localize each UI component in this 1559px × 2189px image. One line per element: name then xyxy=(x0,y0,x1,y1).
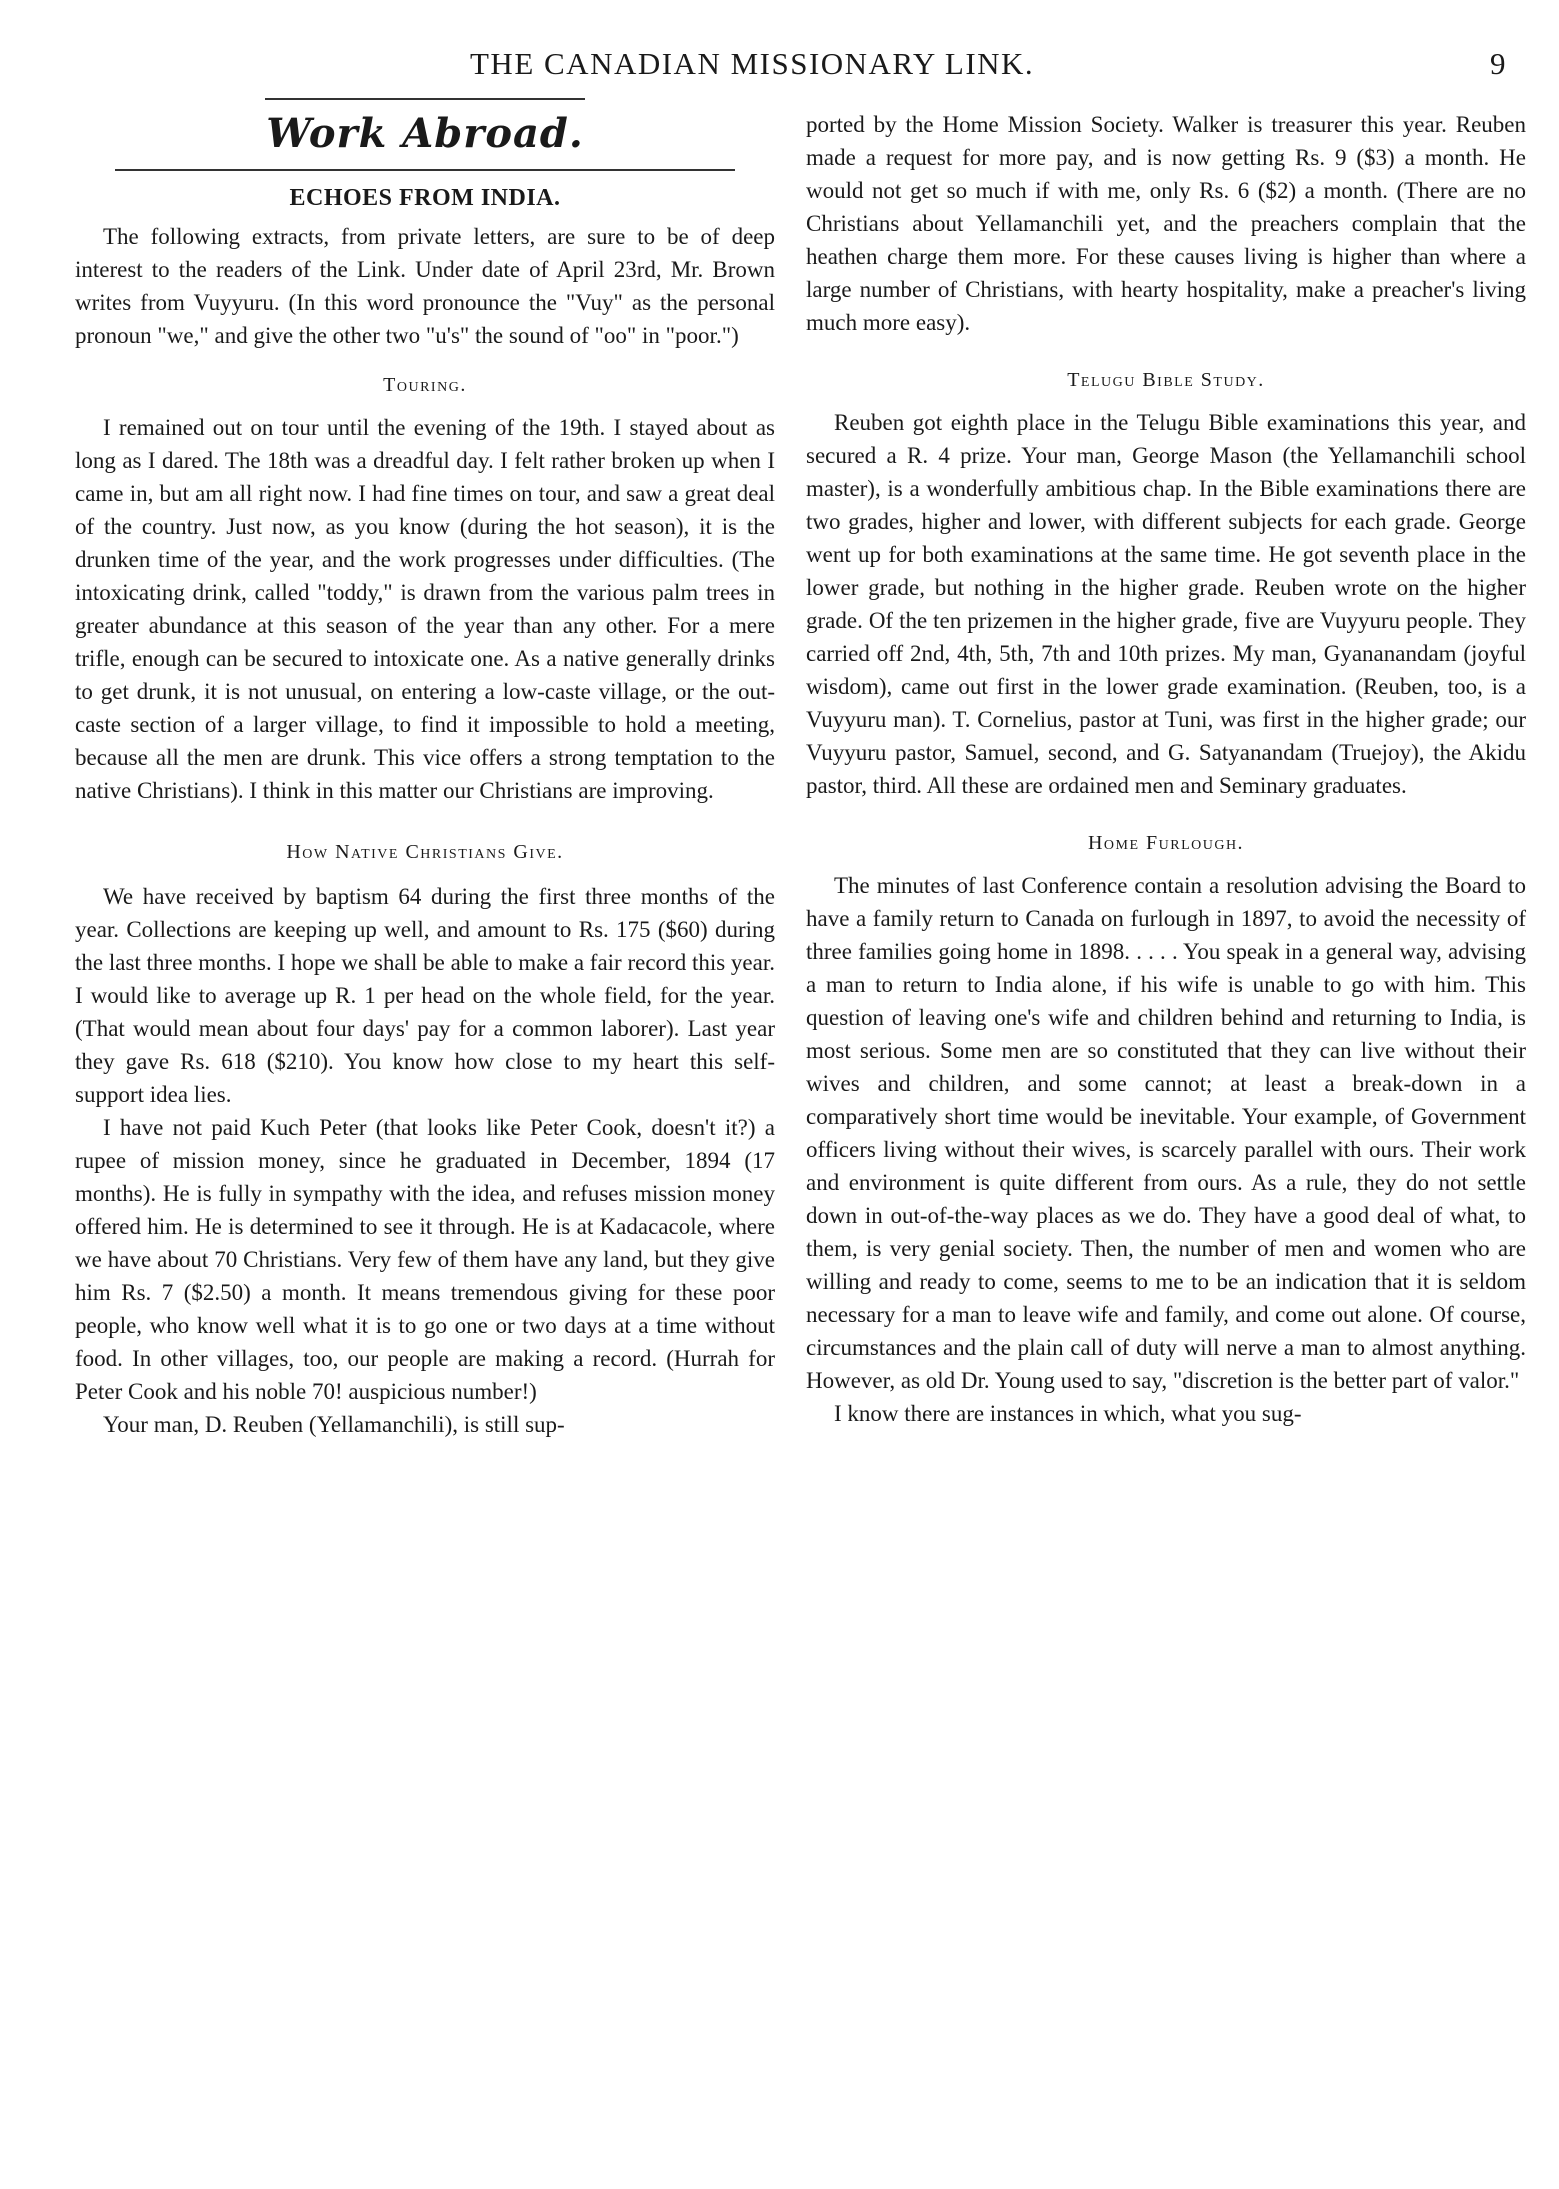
give-paragraph-2: I have not paid Kuch Peter (that looks like Peter Cook, doesn't it?) a rupee of mission money, since he graduated in December, 1894 (17 months). He is fully in sympathy with the idea, and refuses mission money offered him. He is determined to see it through. He is at Kadacacole, where we have about 70 Christians. Very few of them have any land, but they give him Rs. 7 ($2.50) a month. It means tremendous giving for these poor people, who know well what it is to go one or two days at a time without food. In other villages, too, our people are making a record. (Hurrah for Peter Cook and his noble 70! auspicious number!) xyxy=(75,1115,775,1404)
article-title: ECHOES FROM INDIA. xyxy=(289,185,561,211)
give-heading: How Native Christians Give. xyxy=(286,841,564,863)
give-paragraph-3: Your man, D. Reuben (Yellamanchili), is still sup- xyxy=(103,1412,565,1437)
section-title: Work Abroad. xyxy=(266,110,584,157)
page-number: 9 xyxy=(1490,46,1506,81)
give-paragraph-1: We have received by baptism 64 during the first three months of the year. Collections are keeping up well, and amount to Rs. 175 ($60) during the last three months. I hope we shall be able to make a fair record this year. I would like to average up R. 1 per head on the whole field, for the year. (That would mean about four days' pay for a common laborer). Last year they gave Rs. 618 ($210). You know how close to my heart this self-support idea lies. xyxy=(75,884,775,1107)
touring-heading: Touring. xyxy=(383,374,467,396)
journal-title: THE CANADIAN MISSIONARY LINK. xyxy=(470,46,1035,81)
continued-paragraph: ported by the Home Mission Society. Walker is treasurer this year. Reuben made a request for more pay, and is now getting Rs. 9 ($3) a month. He would not get so much if with me, only Rs. 6 ($2) a month. (There are no Christians about Yellamanchili yet, and the preachers complain that the heathen charge them more. For these causes living is higher than where a large number of Christians, with hearty hospitality, make a preacher's living much more easy). xyxy=(806,112,1526,335)
intro-paragraph: The following extracts, from private letters, are sure to be of deep interest to the readers of the Link. Under date of April 23rd, Mr. Brown writes from Vuyyuru. (In this word pronounce the "Vuy" as the personal pronoun "we," and give the other two "u's" the sound of "oo" in "poor.") xyxy=(75,224,775,348)
bible-heading: Telugu Bible Study. xyxy=(1067,369,1265,391)
furlough-paragraph: The minutes of last Conference contain a resolution advising the Board to have a family return to Canada on furlough in 1897, to avoid the necessity of three families going home in 1898. . . . . You speak in a general way, advising a man to return to India alone, if his wife is unable to go with him. This question of leaving one's wife and children behind and returning to India, is most serious. Some men are so constituted that they can live without their wives and children, and some cannot; at least a break-down in a comparatively short time would be inevitable. Your example, of Government officers living without their wives, is scarcely parallel with ours. Their work and environment is quite different from ours. As a rule, they do not settle down in out-of-the-way places as we do. They have a good deal of what, to them, is very genial society. Then, the number of men and women who are willing and ready to come, seems to me to be an indication that it is seldom necessary for a man to leave wife and family, and come out alone. Of course, circumstances and the plain call of duty will nerve a man to almost anything. However, as old Dr. Young used to say, "discretion is the better part of valor." xyxy=(806,873,1526,1393)
top-rule xyxy=(265,98,585,100)
running-head xyxy=(0,46,1559,86)
left-column xyxy=(75,98,775,1441)
bible-paragraph: Reuben got eighth place in the Telugu Bible examinations this year, and secured a R. 4 prize. Your man, George Mason (the Yellamanchili school master), is a wonderfully ambitious chap. In the Bible examinations there are two grades, higher and lower, with different subjects for each grade. George went up for both examinations at the same time. He got seventh place in the lower grade, but nothing in the higher grade. Reuben wrote on the higher grade. Of the ten prizemen in the higher grade, five are Vuyyuru people. They carried off 2nd, 4th, 5th, 7th and 10th prizes. My man, Gyananandam (joyful wisdom), came out first in the lower grade examination. (Reuben, too, is a Vuyyuru man). T. Cornelius, pastor at Tuni, was first in the higher grade; our Vuyyuru pastor, Samuel, second, and G. Satyanandam (Truejoy), the Akidu pastor, third. All these are ordained men and Seminary graduates. xyxy=(806,410,1526,798)
touring-paragraph: I remained out on tour until the evening of the 19th. I stayed about as long as I dared. The 18th was a dreadful day. I felt rather broken up when I came in, but am all right now. I had fine times on tour, and saw a great deal of the country. Just now, as you know (during the hot season), it is the drunken time of the year, and the work progresses under difficulties. (The intoxicating drink, called "toddy," is drawn from the various palm trees in greater abundance at this season of the year than any other. For a mere trifle, enough can be secured to intoxicate one. As a native generally drinks to get drunk, it is not unusual, on entering a low-caste village, or the out-caste section of a larger village, to find it impossible to hold a meeting, because all the men are drunk. This vice offers a strong temptation to the native Christians). I think in this matter our Christians are improving. xyxy=(75,415,775,803)
furlough-heading: Home Furlough. xyxy=(1087,832,1245,854)
section-rule xyxy=(115,169,735,171)
right-column xyxy=(806,108,1526,1430)
final-paragraph: I know there are instances in which, what you sug- xyxy=(834,1401,1302,1426)
